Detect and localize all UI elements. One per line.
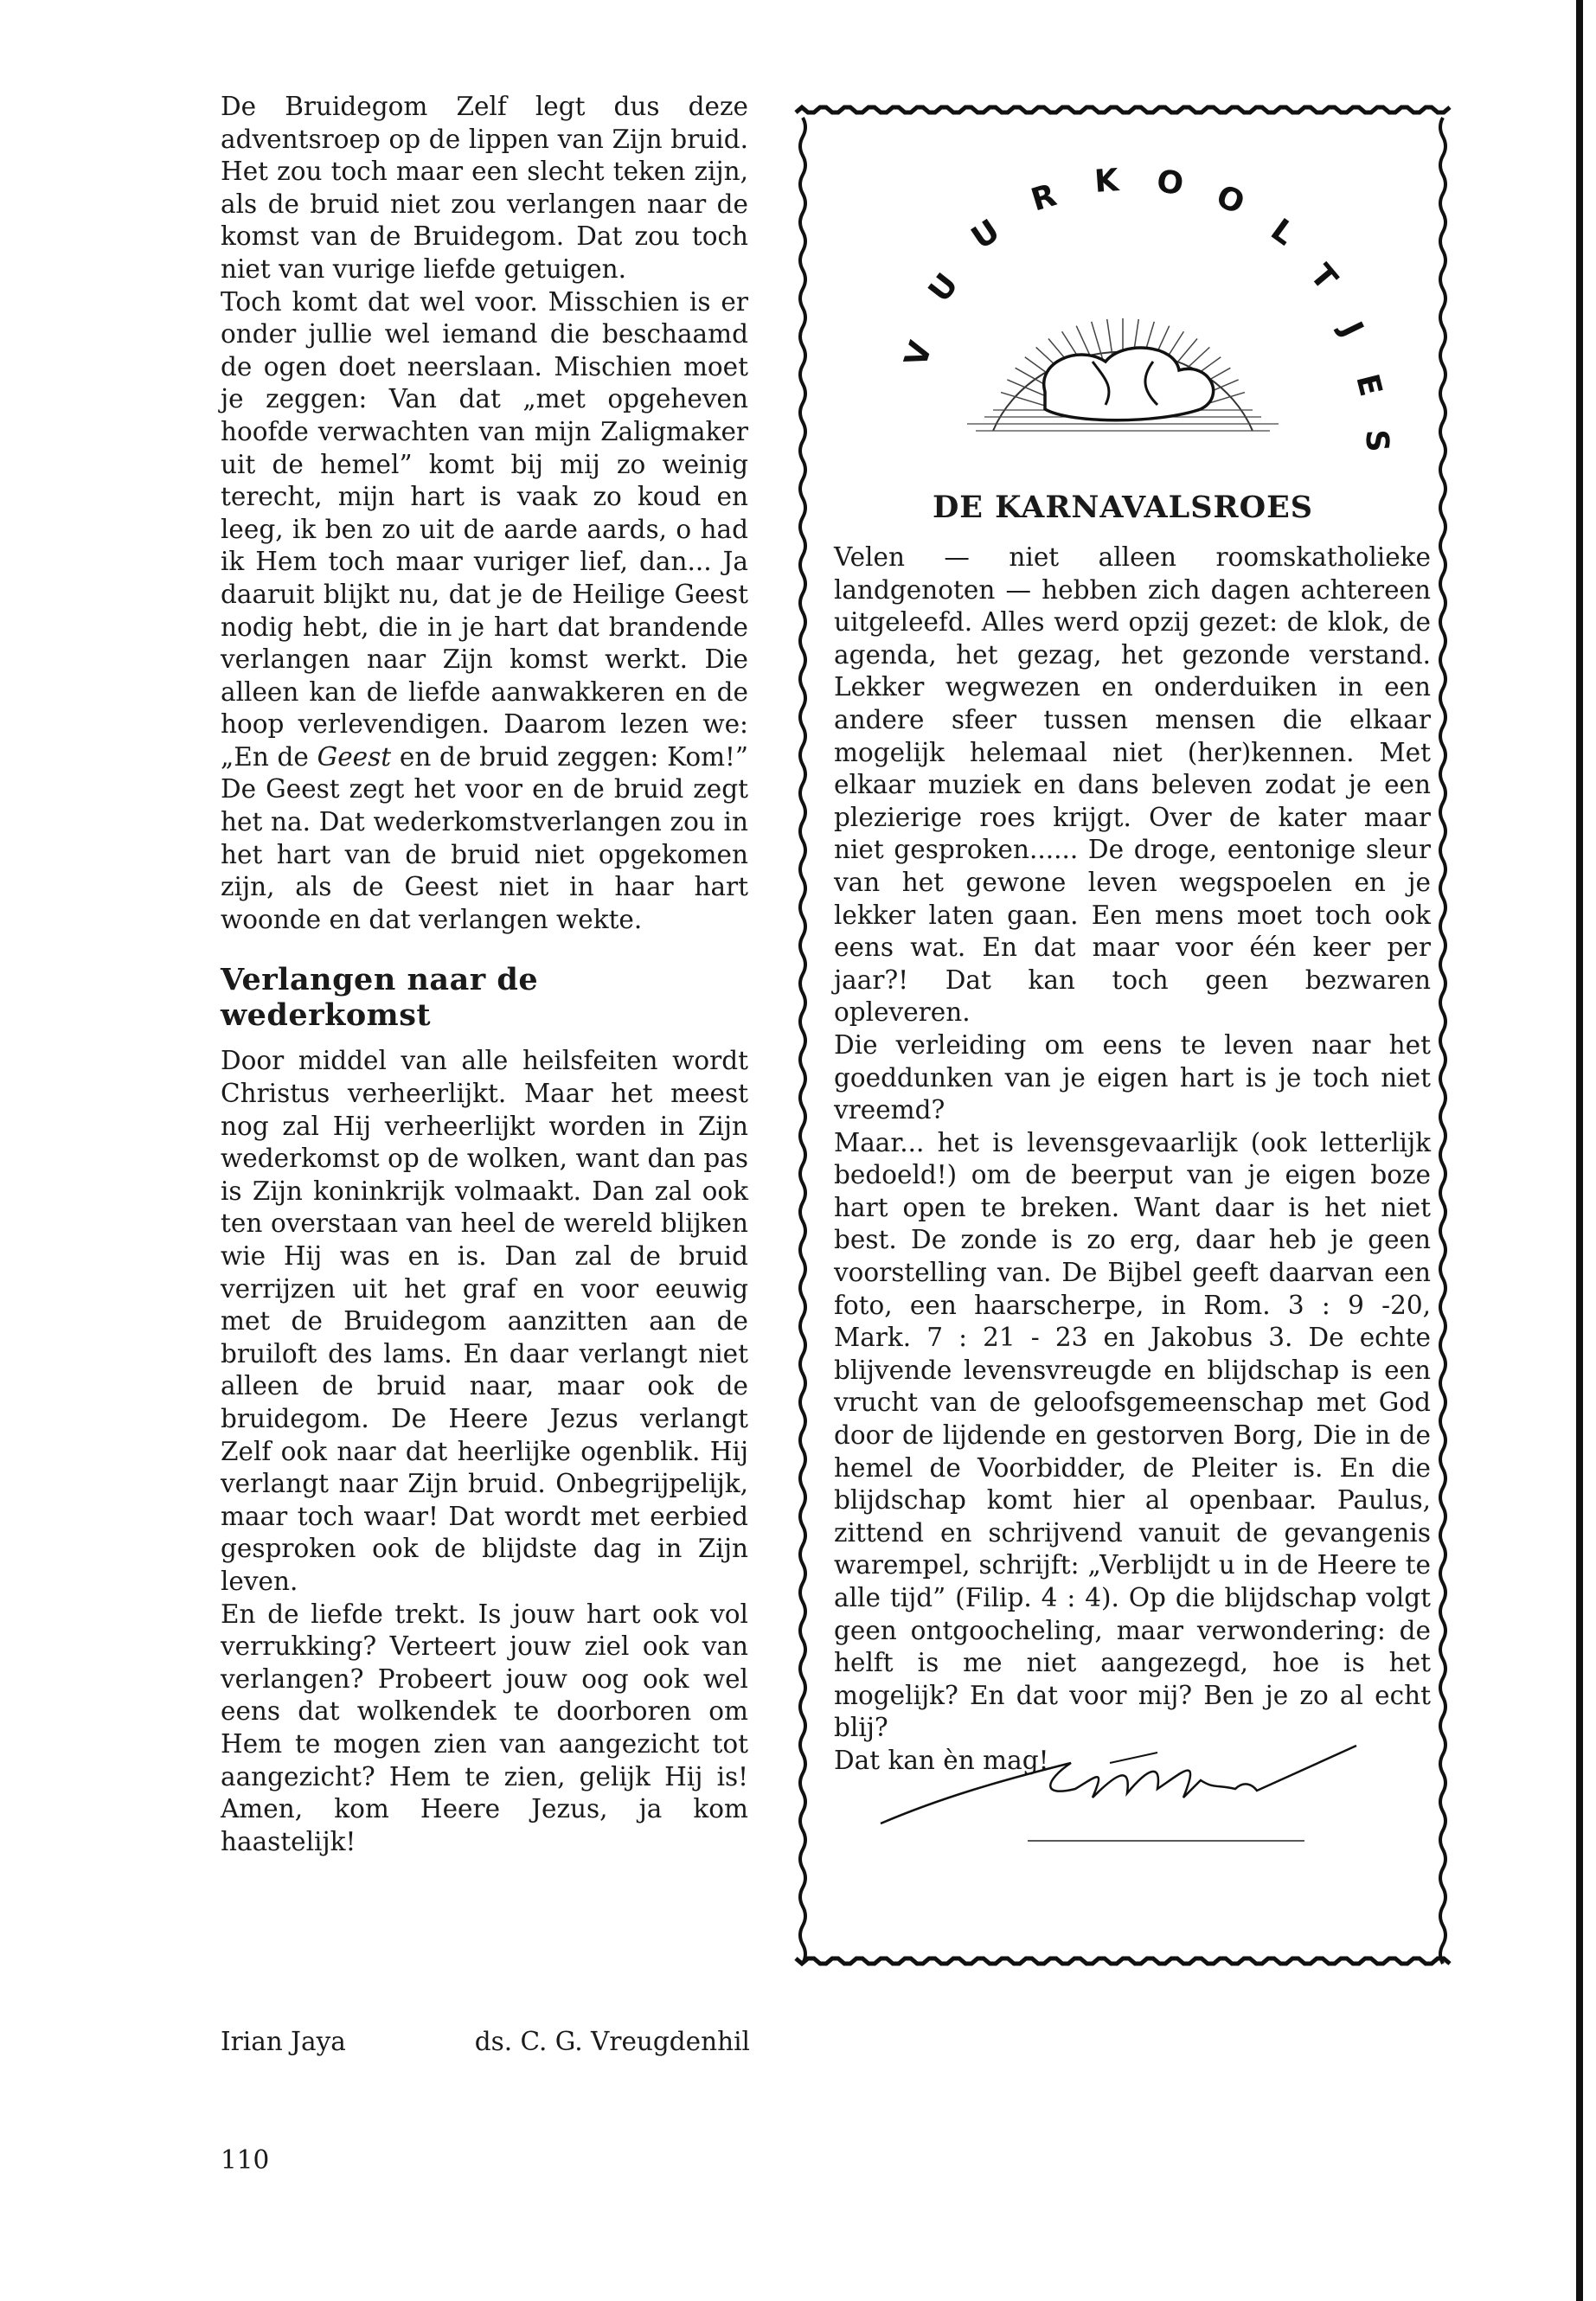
left-column [221, 91, 748, 1858]
border-bottom [796, 1958, 1450, 1964]
vuurkooltjes-box [794, 102, 1452, 1971]
logo-title-letter: U [965, 213, 1007, 257]
coals-icon [967, 318, 1279, 431]
page-number: 110 [221, 2145, 270, 2175]
logo-title-letter: T [1303, 258, 1344, 298]
vuurkooltjes-logo [794, 102, 1452, 465]
paragraph: Die verleiding om eens te leven naar het goeddunken van je eigen hart is je toch niet vreemd? [834, 1029, 1431, 1125]
paragraph [221, 286, 748, 937]
logo-title-letter: O [1211, 178, 1250, 222]
text-run: Toch komt dat wel voor. Misschien is er onder jullie wel iemand die beschaamd de ogen doet neerslaan. Mischien moet je zeggen: Van dat „met opgeheven hoofde verwachten van mijn Zaligmaker uit de hemel” komt bij mij zo weinig terecht, mijn hart is vaak zo koud en leeg, ik ben zo uit de aarde aards, o had ik Hem toch maar vuriger lief, dan... Ja daaruit blijkt nu, dat je de Heilige Geest nodig hebt, die in je hart dat brandende verlangen naar Zijn komst werkt. Die alleen kan de liefde aanwakkeren en de hoop verlevendigen. Daarom lezen we: „En de [221, 286, 748, 772]
logo-title-letter: E [1349, 370, 1389, 401]
logo-title-letter: V [898, 336, 939, 372]
logo-title-letter: U [921, 266, 966, 310]
paragraph: Maar... het is levensgevaarlijk (ook letterlijk bedoeld!) om de beerput van je eigen boze hart open te breken. Want daar is het niet best. De zonde is zo erg, daar heb je geen voorstelling van. De Bijbel geeft daarvan een foto, een haarscherpe, in Rom. 3 : 9 -20, Mark. 7 : 21 - 23 en Jakobus 3. De echte blijvende levensvreugde en blijdschap is een vrucht van de geloofsgemeenschap met God door de lijdende en gestorven Borg, Die in de hemel de Voorbidder, de Pleiter is. En die blijdschap komt hier al openbaar. Paulus, zittend en schrijvend vanuit de gevangenis warempel, schrijft: „Verblijdt u in de Heere te alle tijd” (Filip. 4 : 4). Op die blijdschap volgt geen ontgoocheling, maar verwondering: de helft is me niet aangezegd, hoe is het mogelijk? En dat voor mij? Ben je zo al echt blij? [834, 1127, 1431, 1743]
paragraph: En de liefde trekt. Is jouw hart ook vol verrukking? Verteert jouw ziel ook van verlangen? Probeert jouw oog ook wel eens dat wolkendek te doorboren om Hem te mogen zien van aangezicht tot aangezicht? Hem te zien, gelijk Hij is! Amen, kom Heere Jezus, ja kom haastelijk! [221, 1599, 748, 1856]
italic-word: Geest [317, 741, 392, 772]
section-heading: Verlangen naar de wederkomst [221, 962, 539, 1034]
signature [872, 1728, 1391, 1849]
logo-title-letter: K [1093, 163, 1120, 200]
logo-title-letter: O [1154, 163, 1186, 203]
logo-title-letter: L [1264, 212, 1302, 253]
logo-title-letter: R [1027, 177, 1061, 219]
page-edge-rule [1576, 0, 1583, 2301]
logo-title-letter: J [1332, 316, 1370, 343]
paragraph: De Bruidegom Zelf legt dus deze adventsroep op de lippen van Zijn bruid. Het zou toch maar een slecht teken zijn, als de bruid niet zou verlangen naar de komst van de Bruidegom. Dat zou toch niet van vurige liefde getuigen. [221, 92, 748, 284]
paragraph: Door middel van alle heilsfeiten wordt Christus verheerlijkt. Maar het meest nog zal Hij verheerlijkt worden in Zijn wederkomst op de wolken, want dan pas is Zijn koninkrijk volmaakt. Dan zal ook ten overstaan van heel de wereld blijken wie Hij was en is. Dan zal de bruid verrijzen uit het graf en voor eeuwig met de Bruidegom aanzitten aan de bruiloft des lams. En daar verlangt niet alleen de bruid naar, maar ook de bruidegom. De Heere Jezus verlangt Zelf ook naar dat heerlijke ogenblik. Hij verlangt naar Zijn bruid. Onbegrijpelijk, maar toch waar! Dat wordt met eerbied gesproken ook de blijdste dag in Zijn leven. [221, 1046, 748, 1596]
author: ds. C. G. Vreugdenhil [474, 2027, 750, 2056]
byline [221, 2027, 750, 2056]
text-run: en de bruid zeggen: Kom!” De Geest zegt het voor en de bruid zegt het na. Dat wederkomstverlangen zou in het hart van de bruid niet opgekomen zijn, als de Geest niet in haar hart woonde en dat verlangen wekte. [221, 741, 748, 934]
box-body [834, 542, 1431, 1778]
box-title: DE KARNAVALSROES [932, 490, 1314, 525]
location: Irian Jaya [221, 2027, 346, 2056]
paragraph: Dat kan èn mag! [834, 1745, 1049, 1775]
paragraph: Velen — niet alleen roomskatholieke landgenoten — hebben zich dagen achtereen uitgeleefd. Alles werd opzij gezet: de klok, de agenda, het gezag, het gezonde verstand. Lekker wegwezen en onderduiken in een andere sfeer tussen mensen die elkaar mogelijk helemaal niet (her)kennen. Met elkaar muziek en dans beleven zodat je een plezierige roes krijgt. Over de kater maar niet gesproken...... De droge, eentonige sleur van het gewone leven wegspoelen en je lekker laten gaan. Een mens moet toch ook eens wat. En dat maar voor één keer per jaar?! Dat kan toch geen bezwaren opleveren. [834, 542, 1431, 1028]
logo-title-letter: S [1358, 428, 1395, 453]
